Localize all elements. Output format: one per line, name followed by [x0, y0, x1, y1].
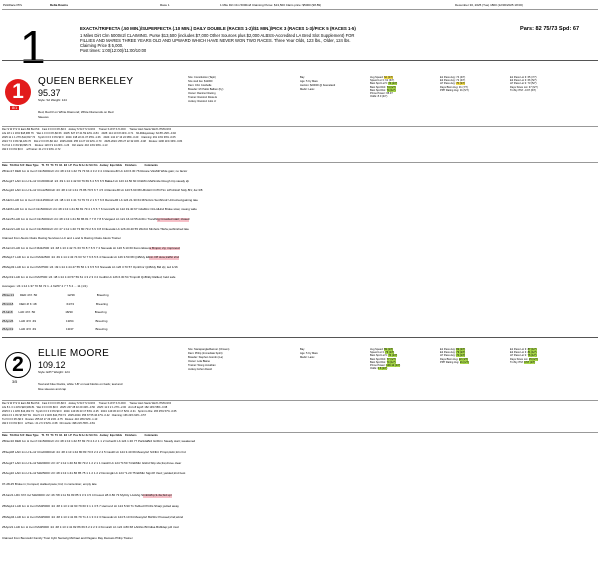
stat-label: Speed Lst 3:: [370, 351, 386, 355]
pp-row: 25Aug10 LAD 1m H 3+mf Clm12500n2l :23 :48 1:13 1:41 76 86 79 5 6 7 4 5 4 RamireJR Lb 123 5.90 68 LBrdHrl OnThrTim LiPrdnGirl Stdy 8f1; 4w 3/8: [2, 188, 203, 193]
pp-header-1: Date Trk Dist S R Race Type T1 T2 T3 T4 E1 E2 LP Pos St 1c 2c Str Fin Jockey Equ Odds Finishers Comments: [2, 164, 158, 167]
stat-label: Avg Speed:: [370, 76, 385, 79]
pace-last-1: [510, 76, 538, 92]
pp-row: 25Jul06 LAD 1m H 3+mf Clm5000n2l :24 :48 1:13 1:41 80 81 79 4 1 5 6 7 6 GonzalN Lb 122 19.40 67 CdaMnc OnLtdHnd Broke slow; swung wide: [2, 207, 197, 212]
workout-cell: Breezing: [95, 327, 108, 332]
pp-row: 25Dec10 DED 1m H 3+mf Clm5000n2l :24 :48 1:13 1:42 87 82 70 4 4 2 1 1 2 CohenD Lb 124 1.30 77 PartidaBrd GirlFrm Steady start; weakened: [2, 439, 196, 443]
stat-value: 81 (1/7): [527, 351, 537, 355]
stats-table-1: Rec S W P S % Earn Bd Bst Pdt Fast 0 0 0 0 0% $0 0 Jockey S W P S % ROI Trainer S W P S % ROI Trainer Alert Starts Win% ITM% ROI: [2, 128, 172, 131]
workout-row: [2, 303, 108, 307]
workout-cell: 18/30: [65, 310, 73, 315]
stat-value: 74 (1/7): [386, 85, 396, 89]
pace-last-2: [510, 348, 538, 364]
workout-cell: DED 4f ft :48: [19, 301, 37, 306]
stat-value: 62 (2/7): [384, 76, 394, 79]
stat-label: Avg Speed:: [370, 348, 385, 351]
stat-label: Best Spd Dst:: [370, 88, 387, 92]
averages-1: Averages: :24 1:14 1:37 70 66 72 1 -1 62/67 4 7 7 5 4 ... 11 (1/1): [2, 284, 88, 288]
stat-label: LP Pace Avg:: [440, 354, 457, 358]
stat-label: TmSty ITM:: [510, 360, 525, 364]
workout-cell: LAD 4f ft :49: [19, 327, 37, 332]
stat-label: Prime Power:: [370, 364, 387, 368]
pp-row: 25Jun21 LRC 6f ft 3+f Md20000 :22 :46 :58 1:11 81 83 85 3 3 3 4 5 4 FresuA LB 0.80 73 MyKtty LAdshg Stmbld/bp;3-4w;bid upr: [2, 493, 172, 497]
stat-label: E1 Pace Lst 3:: [510, 76, 528, 79]
stat-value: 37 (6/7): [528, 85, 538, 89]
horse-style-1: Style: S2 Weight: 124: [38, 98, 67, 102]
stat-label: Best Spd Lst 5:: [370, 82, 389, 86]
workout-cell: 64/74: [66, 301, 75, 306]
saddle-number-1: 1: [12, 80, 24, 103]
stat-value: 74 (1/7): [388, 82, 398, 86]
workout-cell: 25Oct18: [2, 301, 14, 306]
speed-summary-2: [370, 348, 400, 370]
pp-row: 25Jun25 LAD 1m H 3+mf Clm5000n2l :24 :48 1:13 1:41 80 86 81 7 7 8 7 8 6 VargasJ Lb 121 16.10 55 AirDrv TrandNig Crowded start; closed: [2, 217, 190, 221]
stat-label: Odds:: [370, 95, 378, 99]
stat-value: 82 (1/7): [456, 348, 466, 351]
stat-value: 109.12 (1/7): [386, 364, 401, 368]
pp-row: 25May04 LAD 1m H 3+mf Md25000 :24 :48 1:13 1:41 84 79 71 4 1 3 3 2 3 NievesE Lb 124 5.10 64 MessyGrl BstShv Pressed;2nd;wknd: [2, 514, 184, 519]
stat-value: 31 (5/7): [459, 88, 469, 92]
horse-silks2-1: Sleeves: [38, 115, 49, 119]
jockey-1: Jockey: Ramirez Julio Jr: [188, 100, 217, 103]
stat-value: 74 (1/7): [386, 360, 396, 364]
pp-row: 25May17 LAD 1m H 3+mf Md12500 :24 :49 1:14 1:43 74 63 72 7 6 6 5 6 4 NievesE Lb 126 3.50 68 QnBrkly Ellnin Off slow;traffic 2nd: [2, 255, 179, 260]
stat-label: PPP Rating Avg:: [440, 360, 460, 364]
stat-label: Prime Power:: [370, 92, 387, 96]
workout-cell: Breezing: [96, 293, 109, 297]
stat-value: 31 (7/7): [458, 85, 468, 89]
pp-row: 25Aug27 LAD 1m H 3+mf Md20000 :23 :47 1:12 1:40 84 80 79 2 1 2 2 1 1 CastilI Lb 124 *0.50 74 EltMkr Glshd Stlp slw;3w;drove clear: [2, 460, 182, 465]
stat-row: [510, 361, 538, 364]
stat-label: E1 Pace Lst 3:: [510, 348, 528, 351]
pp-note: 07-28-25 Broke in; bumped; stalked pace; bid; in contention; empty late: [2, 482, 97, 487]
stat-value: 61 (6/7): [385, 79, 395, 83]
stat-label: Days Since Lst:: [510, 357, 529, 361]
stat-value: 8.0 (4/7): [377, 95, 388, 99]
odds-2: 3/5: [12, 380, 18, 384]
trainer-1: Trainer: Ramirez Rosie E: [188, 96, 218, 99]
horse-style-2: Style: E/P7 Weight: 124: [38, 370, 70, 374]
race-claiming: Claiming Price $ 5,000.: [80, 43, 124, 48]
top-race: Race 1: [160, 3, 170, 7]
horse-rating-1: 95.37: [38, 88, 61, 98]
top-track: Delta Downs: [50, 3, 69, 7]
race-conditions-2: FILLIES AND MARES THREE YEARS OLD AND UPWARD WHICH HAVE NEVER WON TWO RACES. Three Year Olds, 123 lbs., Older, 124 lbs.: [80, 38, 351, 43]
stats-table-2: Rec S W P S % Earn Bd Bst Pdt Fast 0 0 0 0 0% $0 0 Jockey S W P S % ROI Trainer S W P S % ROI Trainer Alert Starts Win% ITM% ROI: [2, 402, 172, 405]
stat-value: 87 (1/7): [527, 348, 537, 351]
workout-cell: Breezing: [96, 301, 108, 306]
stat-value: 74 (1/7): [456, 354, 466, 358]
stat-label: Best Spd Lst 5:: [370, 354, 389, 358]
stat-label: E2 Pace Lst 3:: [510, 79, 528, 83]
pp-row: 25Apr21 LAD 1m H 3+mf Md25000 :24 :48 1:13 1:41 82 86 69 6 2 2 2 3 4 KimuraK Lb 124 4.80 68 LADrks BOrdisa Bid3dep;p/d insd: [2, 525, 179, 530]
stat-label: TmSty ITM:: [510, 88, 525, 92]
stat-row: [370, 367, 400, 370]
stat-label: E2 Pace Avg:: [440, 351, 457, 355]
workout-cell: 25Apr19: [2, 327, 14, 332]
race-conditions-1: 1 Miles Dirt Clm 5000n2l CLAIMING. Purse $13,500 (includes $7,000 Other Sources plus $2,000 ALBSS-Accredited LA Bred Slot Supplement) FOR: [80, 33, 355, 38]
stat-label: Speed Lst 3:: [370, 79, 386, 83]
pp-row: 25Apr19 LAD 1m H 3+mf Md7500 :24 :48 1:14 1:43 57 59 61 4 3 2 3 3 2 CedilA Lb 126 6.30 54 Trmpntll QnBrkly Rallied; held safe: [2, 274, 176, 279]
horse-name-2: ELLIE MOORE: [38, 348, 110, 359]
top-center: 1 Mile Dirt Clm 5000n2l Claiming Purse: $13,500 Claim price: $5000 (98.89): [220, 3, 322, 7]
pp-row: 25Aug10 LAD 1m H 3+mf Md25000 :23 :48 1:13 1:41 86 85 75 1 1 2 1 2 2 DomingE Lb 124 *1.20 75 EltMkr SignOf Vied; yielded;2nd best: [2, 471, 186, 476]
color-2: Bay: [300, 348, 305, 351]
auction-1: Auction: $20000 @ Keeneland: [300, 84, 336, 87]
stat-label: LP Pace Lst 3:: [510, 82, 528, 86]
stat-label: E2 Pace Avg:: [440, 79, 457, 83]
stat-label: Days Btwn Avg:: [440, 85, 459, 89]
stat-value: 74 (4/7): [456, 76, 466, 79]
stat-value: 69 (1/7): [384, 348, 394, 351]
stat-value: 74 (1/7): [386, 88, 396, 92]
stat-label: LP Pace Lst 3:: [510, 354, 528, 358]
pace-summary-2: [440, 348, 469, 364]
age-2: Age: 5 Ky Mare: [300, 352, 318, 355]
workout-row: [2, 311, 107, 315]
race-pars: Pars: 82 75/73 Spd: 67: [520, 26, 580, 32]
workout-cell: Breezing: [95, 318, 108, 323]
horse-rating-2: 109.12: [38, 360, 66, 370]
pp-note: Claimed from Benowitz Family Trust Cybt Nentwig Michael and Pagano Ray Damato Philip Trainer: [2, 536, 133, 541]
stat-label: E1 Pace Avg:: [440, 348, 457, 351]
breeder-2: Breeder: Stephen Gorotin (La): [188, 356, 223, 359]
stat-label: Best Spd Dirt:: [370, 357, 387, 361]
pp-row: 25Nov17 DED 1m H 3+mf Clm5000n2l :24 :48 1:13 1:42 79 73 64 4 3 2 3 4 4 RamireJR Lb 123 6.30 76 Rossie ViksMil Wide gain; no factor: [2, 169, 188, 173]
workout-cell: 25Dec13: [2, 293, 15, 297]
workout-row: [2, 320, 107, 324]
pp-header-2: Date Trk Dist S R Race Type T1 T2 T3 T4 E1 E2 LP Pos St 1c 2c Str Fin Jockey Equ Odds Finishers Comments: [2, 434, 158, 437]
trainer-2: Trainer: Wong Jonathan: [188, 364, 216, 367]
age-1: Age: 5 Ky Mare: [300, 80, 318, 83]
pp-row: 25May03 LAD 1m H 3+mf Md7500 :24 :49 1:14 1:44 47 55 56 1 3 6 5 5 6 NievesE Lb 126 3.70 57 OpnFlmr QnBrkly Bid 2p; led 1/16: [2, 265, 178, 269]
stat-value: 77 (1/7): [386, 357, 396, 361]
medic-2: Medic: Lasix: [300, 356, 315, 359]
stat-row: [440, 89, 469, 92]
stat-label: PPP Rating Avg:: [440, 88, 460, 92]
stat-row: [370, 95, 397, 98]
workout-row: [2, 328, 107, 332]
odds-1: 8/1: [12, 106, 18, 110]
stat-label: Odds:: [370, 367, 378, 371]
stat-label: Days Since Lst:: [510, 85, 529, 89]
top-left-label: PickRace PPs: [3, 3, 23, 7]
stat-value: 76 (1/7): [527, 354, 537, 358]
workout-cell: LAD 4f ft :49: [19, 318, 37, 323]
top-right: December 30, 2025 (Tue) 1800 (12/30/2025 18:00): [455, 3, 523, 7]
race-post-times: Post times: 1:00(12:00)/11:00/10:00: [80, 48, 147, 53]
pace-summary-1: [440, 76, 469, 92]
workout-cell: 25Apr26: [2, 318, 14, 323]
race-number: 1: [20, 21, 46, 73]
stat-value: 0.57 (1/7): [524, 360, 536, 364]
color-1: Bay: [300, 76, 305, 79]
dam-2: Dam: Philip (Immediate Spirit): [188, 352, 223, 355]
stat-value: 66 (5/7): [527, 79, 537, 83]
medic-1: Medic: Lasix: [300, 88, 315, 91]
stat-value: -0.97 (6/7): [524, 88, 537, 92]
stat-value: 65 (7/7): [527, 76, 537, 79]
race-wagers: EXACTA/TRIFECTA (.50 MIN.)/SUPERFECTA (.10 MIN.) DAILY DOUBLE (RACES 1-2)/$1 MIN.)/PICK 3 (RACES 1-3)/PICK 5 (RACES 1-5): [80, 26, 356, 31]
stat-value: 74 (1/7): [388, 354, 398, 358]
stat-value: 79 (1/7): [456, 351, 466, 355]
workout-cell: 19/64: [66, 318, 74, 323]
stat-value: 72 (4/7): [456, 79, 466, 83]
stat-value: 76 (3/7): [456, 82, 466, 86]
stat-label: Best Spd Dst:: [370, 360, 387, 364]
stat-label: E1 Pace Avg:: [440, 76, 457, 79]
workout-cell: LAD 4f ft :50: [18, 310, 36, 315]
workout-cell: 12/39: [67, 293, 75, 297]
stat-label: LP Pace Avg:: [440, 82, 457, 86]
workout-cell: Breezing: [94, 310, 107, 315]
pp-note: Claimed from Alexis Claire Racing Services LLC and L and G Racing Claire Alexis Trainer: [2, 236, 121, 241]
stat-value: 22 (1/7): [458, 357, 468, 361]
sire-2: Sire: Stanspangledbanner (Chosen): [188, 348, 230, 351]
stat-value: 95.37: [386, 92, 393, 96]
stat-value: 0.6 (1/7): [377, 367, 388, 371]
pp-row: 25Aug27 LAD 1m H 3+mf Clm5000n2l :24 :49 1:14 1:42 60 79 69 6 4 5 5 6 5 BalkaJ Lb 123 14.50 60 ChkMtn MelSmile Rough trip steady 2p: [2, 178, 190, 183]
workout-cell: DED 4f ft :50: [20, 293, 38, 297]
horse-silks-2: Teal and blue blocks, white 'LB' on teal blocks on back; teal and: [38, 382, 123, 386]
workout-cell: 25Jul18: [2, 310, 13, 315]
jockey-2: Jockey:Cohen David: [188, 368, 212, 371]
pp-row: 25Jun13 LAD 1m H 3+mf Md12500 :24 :48 1:13 1:42 71 63 70 8 7 6 5 7 4 NievesE Lb 126 5.10 60 Ilsms Elsiens Bmpst; 2p; improved: [2, 245, 180, 250]
owner-1: Owner: Ramirez Racing: [188, 92, 216, 95]
speed-summary-1: [370, 76, 397, 98]
workout-cell: 19/47: [66, 327, 74, 332]
stat-label: E2 Pace Lst 3:: [510, 351, 528, 355]
stat-row: [440, 361, 469, 364]
stat-value: 73 (5/7): [527, 82, 537, 86]
workout-row: [2, 294, 109, 298]
sire-1: Sire: Constitution (Tapit): [188, 76, 216, 79]
stat-value: 15 (1/7): [528, 357, 538, 361]
horse-silks-1: Red, Red R on White Diamond; White Diamonds on Red: [38, 110, 114, 114]
dam-1: Dam: Chic Cowbelle: [188, 84, 212, 87]
stat-label: Best Spd Dirt:: [370, 85, 387, 89]
stat-row: [510, 89, 538, 92]
sire-fee-1: Sire stud fee: $11000: [188, 80, 213, 83]
stat-label: Days Btwn Avg:: [440, 357, 459, 361]
saddle-number-2: 2: [12, 353, 24, 376]
stat-value: 21 (1/7): [459, 360, 469, 364]
pp-row: 25Jun22 LAD 1m H 3+mf Clm5000n2l :23 :47 1:12 1:40 73 80 79 2 6 9 9 8 9 NievesE Lb 126 20.40 55 WinKiz Minhols Tlk2w;outfinished late: [2, 226, 189, 231]
pp-row: 25Jul24 LAD 1m H 3+mf Clm12500n2l :24 :48 1:13 1:41 74 79 72 2 1 6 7 6 6 RamireJR Lb 124 21.30 64 MrSvGrs SunShndr Unhurried;gaining late: [2, 197, 198, 202]
owner-2: Owner: Lola Blaine: [188, 360, 210, 363]
breeder-1: Breeder: Mr Pablo Balben (Ky): [188, 88, 224, 91]
horse-name-1: QUEEN BERKELEY: [38, 76, 134, 87]
stat-value: 73 (1/7): [385, 351, 395, 355]
horse-silks2-2: blue sleeves and cap: [38, 387, 67, 391]
pp-row: 25Sep08 LAD 1m H 3+mf Clm20000n2l :24 :48 1:13 1:42 80 83 70 6 2 2 2 4 5 CastilI Lb 124 3.40 69 MessyGrl SrFlbrt Prmpt;ckdn;tirin fnd: [2, 449, 186, 454]
pp-row: 25May12 LAD 1m H 3+mf Md25000 :24 :48 1:13 1:42 90 79 60 3 1 1 3 5 7 HernanJ Lb 124 5.90 71 SvRed PrtClls Sharp;pulled away: [2, 503, 179, 508]
